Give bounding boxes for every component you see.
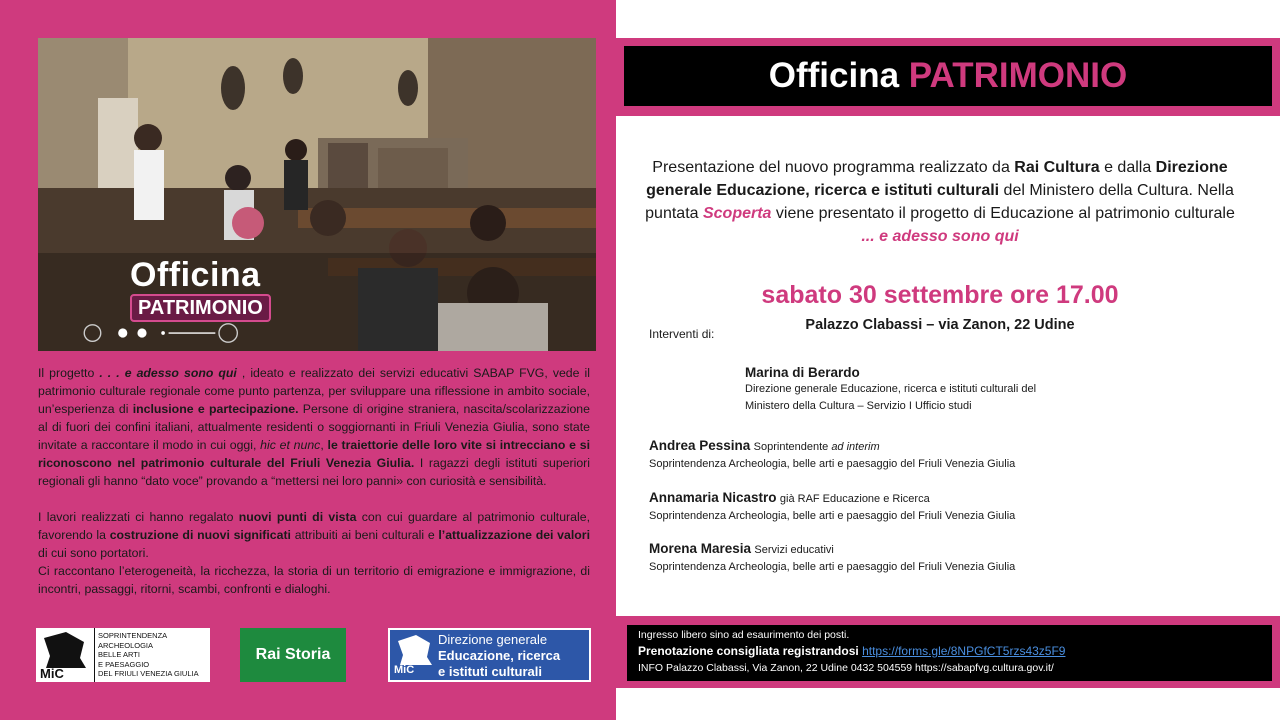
carousel-dot-icon [161, 331, 165, 335]
speaker-role: Servizi educativi [754, 544, 834, 556]
description-paragraph-1 [38, 364, 590, 490]
speaker-2 [649, 437, 1015, 473]
speaker-role: Soprintendente [753, 441, 832, 453]
speaker-org: Ministero della Cultura – Servizio I Ufficio studi [745, 400, 972, 412]
text-run-bold: l’attualizzazione dei valori [438, 528, 590, 542]
dg-line: e istituti culturali [438, 664, 543, 679]
sabap-line: SOPRINTENDENZA [98, 631, 168, 640]
partner-logos [34, 628, 594, 684]
booking-link[interactable]: https://forms.gle/8NPGfCT5rzs43z5F9 [862, 644, 1066, 658]
sabap-line: ARCHEOLOGIA [98, 640, 154, 650]
text-run-bold: nuovi punti di vista [238, 510, 357, 524]
sabap-line: E PAESAGGIO [98, 659, 150, 669]
speaker-name: Morena Maresia [649, 541, 752, 556]
description-paragraph-3: Ci raccontano l’eterogeneità, la ricchezza, la storia di un territorio di emigrazione e immigrazione, di incontri, passaggi, ritorni, scambi, confronti e dialoghi. [38, 564, 590, 596]
footer-info [627, 625, 1272, 681]
title-part-2: PATRIMONIO [908, 56, 1128, 95]
text-run-italic: hic et nunc [260, 438, 321, 452]
photo-logo [130, 258, 271, 322]
text-run: Il progetto [38, 366, 100, 380]
text-run-bold: le traiettorie delle loro vite si intrecciano e si riconoscono nel patrimonio culturale del Friuli Venezia Giulia. [38, 438, 590, 470]
speaker-1 [745, 364, 1036, 415]
text-run-bold: Direzione generale Educazione, ricerca e istituti culturali [646, 159, 1228, 199]
rai-storia-label: Rai Storia [255, 646, 331, 663]
speaker-4 [649, 540, 1015, 576]
speakers-heading: Interventi di: [649, 327, 715, 341]
text-run-bold: inclusione e partecipazione. [132, 402, 299, 416]
carousel-indicator [74, 322, 254, 344]
text-run: di cui sono portatori. [38, 546, 149, 560]
speaker-name: Marina di Berardo [745, 365, 860, 380]
project-name: ... e adesso sono qui [861, 228, 1019, 245]
footer-entry-note: Ingresso libero sino ad esaurimento dei posti. [638, 629, 850, 641]
footer-booking [638, 644, 1065, 658]
speaker-3 [649, 489, 1015, 525]
text-run: Persone di origine straniera, nascita/scolarizzazione al di fuori dei confini italiani, attualmente residenti o soggiornanti in Friuli Venezia Giulia, sono state invitate a raccontare il modo in cui oggi, [38, 402, 590, 452]
sabap-line: DEL FRIULI VENEZIA GIULIA [98, 669, 199, 678]
carousel-dot-empty-icon [219, 324, 237, 342]
text-run: , ideato e realizzato dei servizi educativi SABAP FVG, vede il patrimonio culturale regionale come punto partenza, per sviluppare una riflessione in ambito sociale, un’esperienza di [38, 366, 590, 416]
text-run: Presentazione del nuovo programma realizzato da [652, 159, 1015, 176]
intro-text [640, 156, 1240, 248]
text-run-bold: costruzione di nuovi significati [109, 528, 291, 542]
rai-storia-logo [240, 628, 346, 682]
photo-logo-line1: Officina [130, 256, 261, 294]
text-run-bold: Rai Cultura [1014, 159, 1100, 176]
booking-label: Prenotazione consigliata registrandosi [638, 644, 863, 658]
text-run: del Ministero della Cultura. Nella puntata [645, 182, 1234, 222]
speaker-role: già RAF Educazione e Ricerca [779, 493, 930, 505]
dg-educazione-logo [388, 628, 591, 682]
speaker-role-italic: ad interim [831, 441, 880, 453]
text-run: attribuiti ai beni culturali e [290, 528, 439, 542]
event-date: sabato 30 settembre ore 17.00 [761, 281, 1119, 309]
speaker-org: Direzione generale Educazione, ricerca e istituti culturali del [745, 383, 1037, 395]
text-run: I ragazzi degli istituti superiori regionali gli hanno “dato voce” provando a “mettersi nei loro panni» con curiosità e sensibilità. [38, 456, 591, 488]
dg-line: Direzione generale [438, 632, 548, 647]
dg-line: Educazione, ricerca [438, 648, 561, 663]
description-paragraph-2 [38, 508, 590, 562]
speaker-name: Andrea Pessina [649, 438, 751, 453]
carousel-dot-empty-icon [84, 325, 101, 342]
photo-logo-line2: PATRIMONIO [130, 294, 271, 322]
text-run: I lavori realizzati ci hanno regalato [38, 510, 239, 524]
episode-name: Scoperta [702, 205, 772, 222]
project-description [38, 364, 590, 598]
event-venue: Palazzo Clabassi – via Zanon, 22 Udine [805, 317, 1075, 333]
mic-label: MiC [394, 664, 415, 676]
mic-label: MiC [40, 666, 64, 681]
church-scene-illustration [38, 38, 596, 351]
speaker-org: Soprintendenza Archeologia, belle arti e paesaggio del Friuli Venezia Giulia [649, 458, 1016, 470]
cover-photo [38, 38, 596, 351]
sabap-logo [36, 628, 210, 682]
sabap-line: BELLE ARTI [98, 650, 140, 659]
title-part-1: Officina [768, 56, 909, 95]
text-run: viene presentato il progetto di Educazione al patrimonio culturale [771, 205, 1235, 222]
project-name: . . . e adesso sono qui [99, 366, 237, 380]
footer-info-line: INFO Palazzo Clabassi, Via Zanon, 22 Udine 0432 504559 https://sabapfvg.cultura.gov.it/ [638, 662, 1054, 674]
text-run: , [320, 438, 328, 452]
text-run: e dalla [1099, 159, 1156, 176]
carousel-dot-icon [118, 328, 127, 337]
speaker-name: Annamaria Nicastro [649, 490, 777, 505]
carousel-dot-icon [137, 328, 146, 337]
speaker-org: Soprintendenza Archeologia, belle arti e paesaggio del Friuli Venezia Giulia [649, 561, 1016, 573]
page-title [624, 46, 1272, 106]
text-run: con cui guardare al patrimonio culturale, favorendo la [38, 510, 590, 542]
speaker-org: Soprintendenza Archeologia, belle arti e paesaggio del Friuli Venezia Giulia [649, 510, 1016, 522]
